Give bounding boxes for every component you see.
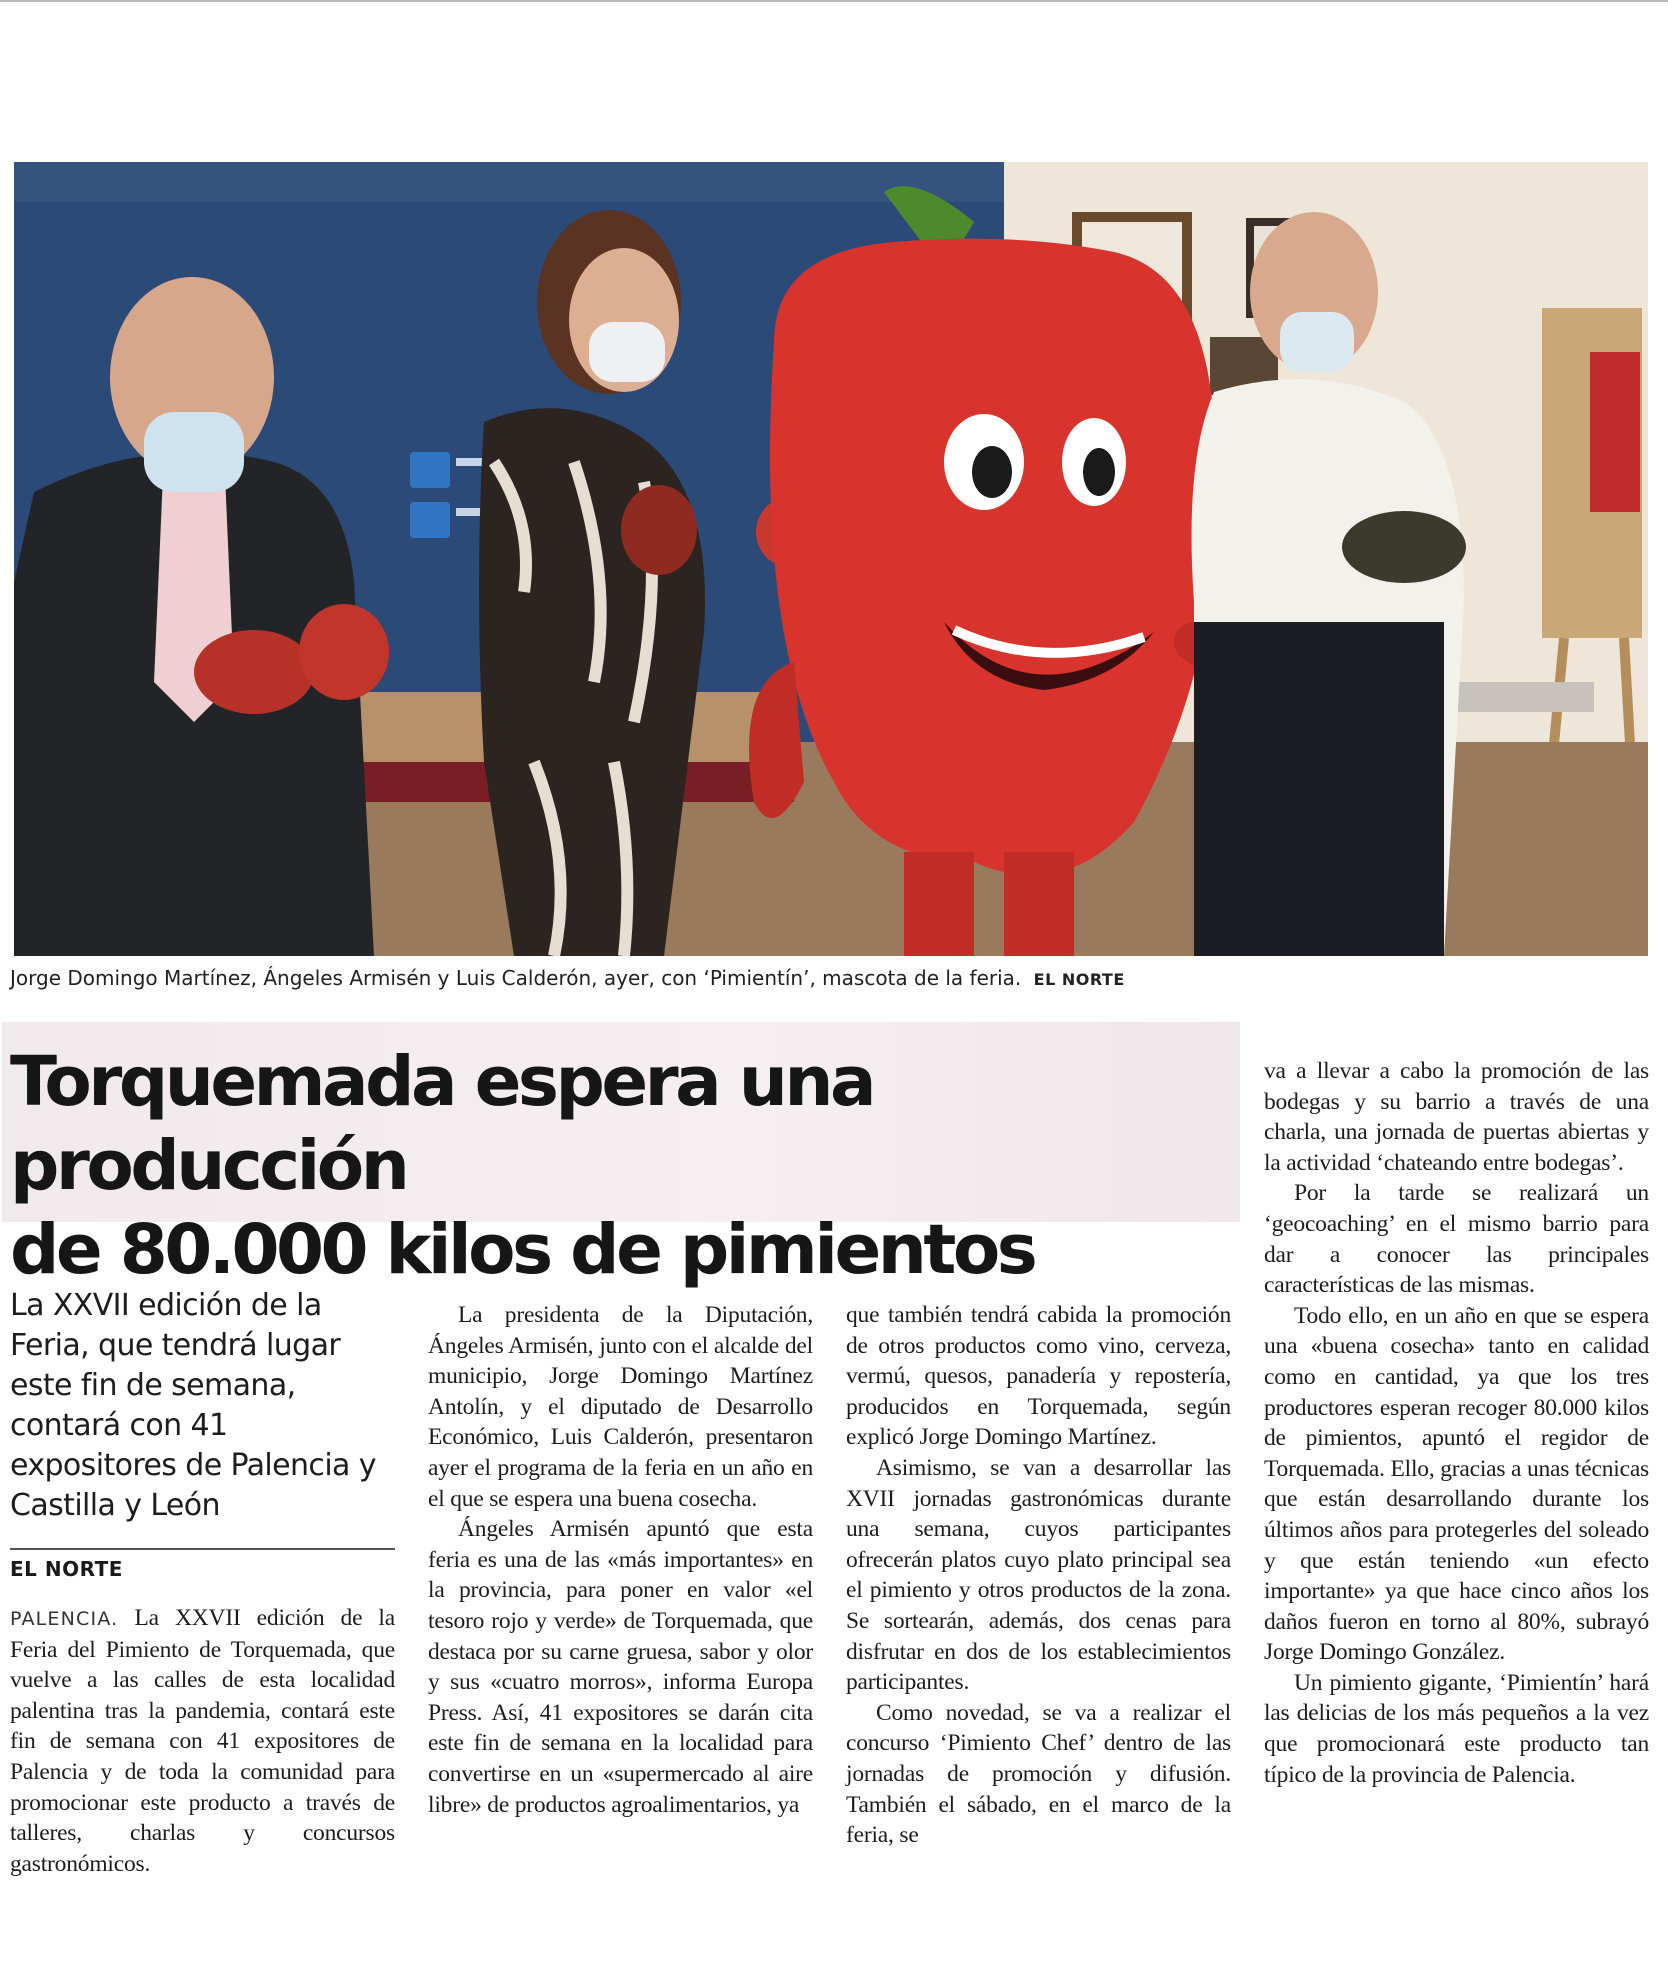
body-column-1 — [10, 1603, 395, 1879]
paragraph-text: La XXVII edición de la Feria del Pimiento de Torquemada, que vuelve a las calles de esta localidad palentina tras la pandemia, contará este fin de semana con 41 expositores de Palencia y de toda la comunidad para promocionar este producto a través de talleres, charlas y concursos gastronómicos. — [10, 1605, 395, 1877]
body-paragraph: Asimismo, se van a desarrollar las XVII jornadas gastronómicas durante una semana, cuyos participantes ofrecerán platos cuyo plato principal sea el pimiento y otros productos de la zona. Se sortearán, además, dos cenas para disfrutar en dos de los establecimientos participantes. — [846, 1454, 1231, 1696]
press-event-photo — [14, 162, 1648, 956]
caption-text: Jorge Domingo Martínez, Ángeles Armisén y Luis Calderón, ayer, con ‘Pimientín’, mascota de la feria. — [10, 966, 1022, 990]
headline — [10, 1040, 1240, 1292]
body-paragraph: Por la tarde se realizará un ‘geocoaching’ en el mismo barrio para dar a conocer las principales características de las mismas. — [1264, 1180, 1649, 1299]
body-column-3 — [846, 1300, 1231, 1851]
dateline: PALENCIA. — [10, 1608, 119, 1630]
divider — [10, 1548, 395, 1550]
body-column-2 — [428, 1300, 813, 1820]
photo-caption — [10, 966, 1650, 990]
logo-sign — [410, 452, 450, 488]
body-paragraph: Ángeles Armisén apuntó que esta feria es una de las «más importantes» en la provincia, para poner en valor «el tesoro rojo y verde» de Torquemada, que destaca por su carne gruesa, sabor y olor y sus «cuatro morros», informa Europa Press. Así, 41 expositores se darán cita este fin de semana en la localidad para convertirse en un «supermercado al aire libre» de productos agroalimentarios, ya — [428, 1516, 813, 1818]
body-paragraph: que también tendrá cabida la promoción de otros productos como vino, cerveza, vermú, quesos, panadería y repostería, producidos en Torquemada, según explicó Jorge Domingo Martínez. — [846, 1302, 1231, 1451]
headline-line-1: Torquemada espera una producción — [10, 1042, 874, 1206]
body-paragraph: Como novedad, se va a realizar el concurso ‘Pimiento Chef’ dentro de las jornadas de promoción y difusión. También el sábado, en el marco de la feria, se — [846, 1699, 1231, 1849]
body-paragraph: va a llevar a cabo la promoción de las bodegas y su barrio a través de una charla, una jornada de puertas abiertas y la actividad ‘chateando entre bodegas’. — [1264, 1058, 1649, 1176]
standfirst: La XXVII edición de la Feria, que tendrá lugar este fin de semana, contará con 41 expositores de Palencia y Castilla y León — [10, 1288, 376, 1523]
body-paragraph: Un pimiento gigante, ‘Pimientín’ hará las delicias de los más pequeños a la vez que promocionará este producto tan típico de la provincia de Palencia. — [1264, 1669, 1649, 1788]
top-border — [0, 0, 1668, 2]
body-column-4 — [1264, 1056, 1649, 1790]
article-photo — [14, 162, 1648, 956]
photo-credit: EL NORTE — [1033, 970, 1125, 989]
body-paragraph: Todo ello, en un año en que se espera una «buena cosecha» tanto en calidad como en cantidad, ya que los tres productores esperan recoger 80.000 kilos de pimientos, apuntó el regidor de Torquemada. Ello, gracias a unas técnicas que están desarrollando durante los últimos años para protegerles del soleado y que están teniendo «un efecto importante» ya que hace cinco años los daños fueron en torno al 80%, subrayó Jorge Domingo González. — [1264, 1302, 1649, 1666]
headline-line-2: de 80.000 kilos de pimientos — [10, 1210, 1035, 1290]
byline: EL NORTE — [10, 1557, 123, 1581]
body-paragraph — [10, 1603, 395, 1879]
poster — [1590, 352, 1640, 512]
body-paragraph: La presidenta de la Diputación, Ángeles Armisén, junto con el alcalde del municipio, Jorge Domingo Martínez Antolín, y el diputado de Desarrollo Económico, Luis Calderón, presentaron ayer el programa de la feria en un año en el que se espera una buena cosecha. — [428, 1302, 813, 1512]
